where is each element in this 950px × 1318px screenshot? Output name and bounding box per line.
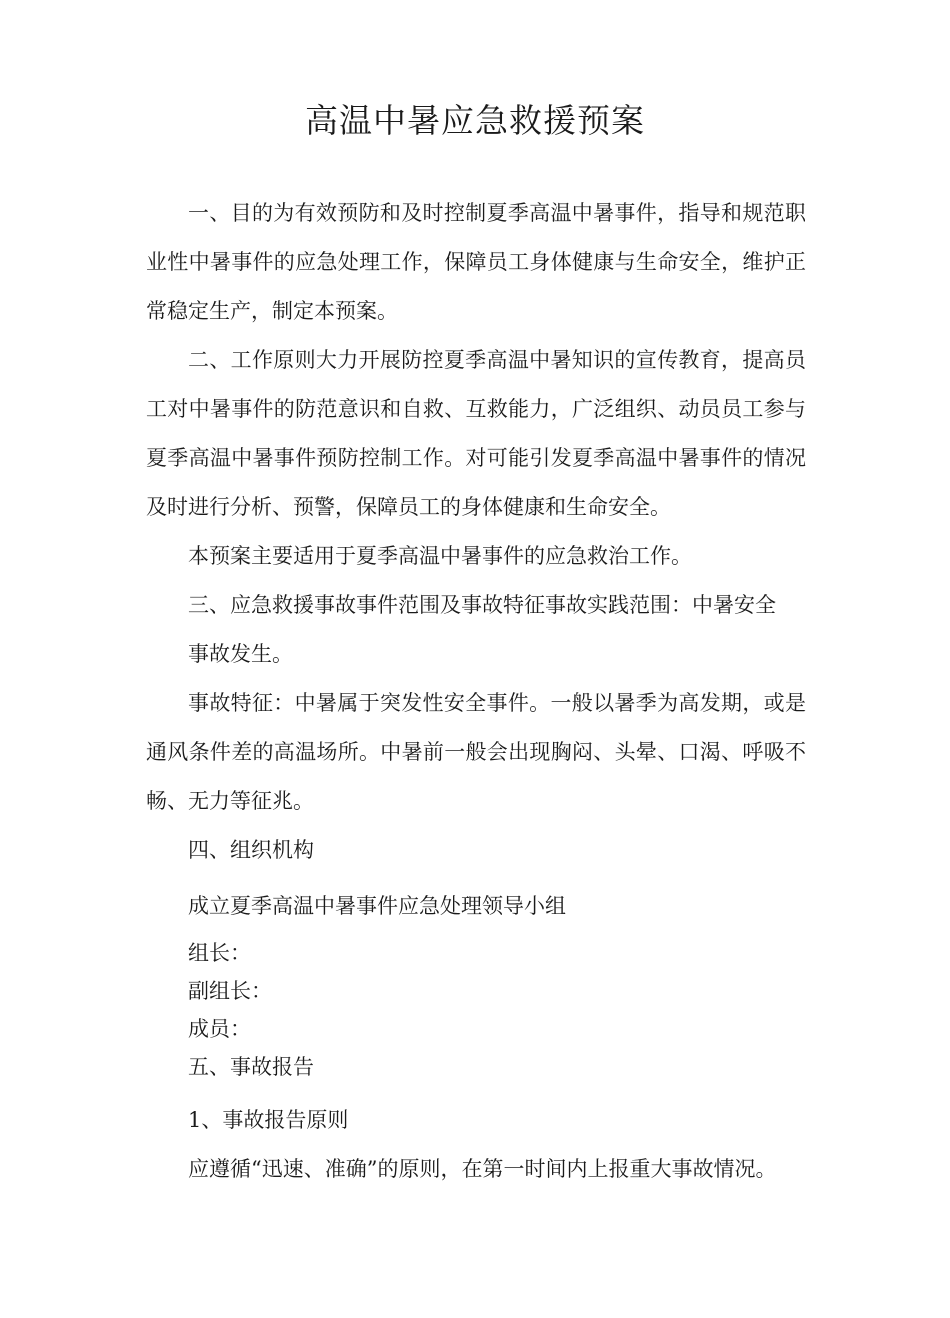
organization-group-line: 成立夏季高温中暑事件应急处理领导小组 xyxy=(188,894,566,918)
deputy-leader-line: 副组长： xyxy=(188,979,272,1003)
scope-line-2: 事故发生。 xyxy=(188,642,293,666)
scope-line-1: 三、应急救援事故事件范围及事故特征事故实践范围：中暑安全 xyxy=(188,593,776,617)
leader-line: 组长： xyxy=(188,941,251,965)
document-title: 高温中暑应急救援预案 xyxy=(305,101,645,140)
report-principle-text: 应遵循“迅速、准确”的原则，在第一时间内上报重大事故情况。 xyxy=(188,1157,777,1181)
purpose-paragraph: 一、目的为有效预防和及时控制夏季高温中暑事件，指导和规范职业性中暑事件的应急处理工作，保障员工身体健康与生命安全，维护正常稳定生产，制定本预案。 xyxy=(146,201,806,323)
principle-paragraph: 二、工作原则大力开展防控夏季高温中暑知识的宣传教育，提高员工对中暑事件的防范意识和自救、互救能力，广泛组织、动员员工参与夏季高温中暑事件预防控制工作。对可能引发夏季高温中暑事件的情况及时进行分析、预警，保障员工的身体健康和生命安全。 xyxy=(146,348,806,519)
features-paragraph: 事故特征：中暑属于突发性安全事件。一般以暑季为高发期，或是通风条件差的高温场所。中暑前一般会出现胸闷、头晕、口渴、呼吸不畅、无力等征兆。 xyxy=(146,691,806,813)
scope-note-paragraph: 本预案主要适用于夏季高温中暑事件的应急救治工作。 xyxy=(188,544,692,568)
organization-heading: 四、组织机构 xyxy=(188,838,314,862)
document-body xyxy=(146,189,806,1194)
members-line: 成员： xyxy=(188,1017,251,1041)
report-heading: 五、事故报告 xyxy=(188,1055,314,1079)
report-principle-heading: 1、事故报告原则 xyxy=(188,1108,349,1132)
